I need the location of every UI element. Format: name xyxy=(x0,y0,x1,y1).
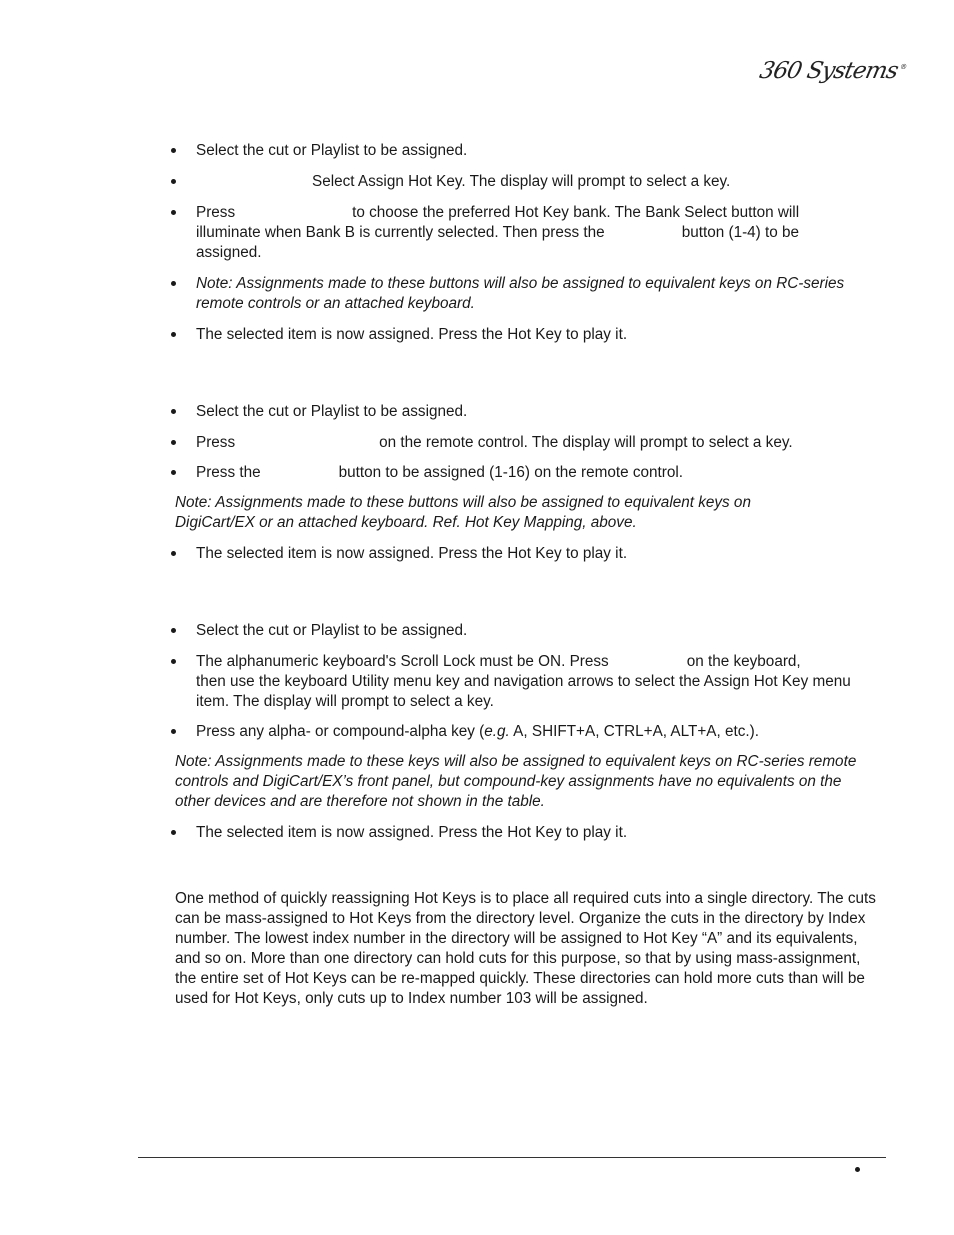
s1-step-select: Select the cut or Playlist to be assigned. xyxy=(196,142,468,159)
s2-press-text: on the remote control. The display will prompt to select a key. xyxy=(379,434,793,451)
bullet xyxy=(171,179,176,184)
bullet xyxy=(171,830,176,835)
bullet xyxy=(171,281,176,286)
s1-step-assign-text: Select Assign Hot Key. The display will prompt to select a key. xyxy=(312,173,731,190)
s3-key-eg: e.g. xyxy=(484,723,510,740)
footer-divider xyxy=(138,1157,886,1158)
footer-bullet xyxy=(855,1167,860,1172)
s3-scroll-text: The alphanumeric keyboard's Scroll Lock must be ON. Press xyxy=(196,653,609,670)
s2-press: Press xyxy=(196,434,236,451)
s1-bank-text: to choose the preferred Hot Key bank. The Bank Select button will xyxy=(352,204,800,221)
company-logo xyxy=(757,58,908,84)
s3-step-scroll xyxy=(196,652,876,712)
logo-registered-mark: ® xyxy=(899,63,907,72)
s3-note: Note: Assignments made to these keys will also be assigned to equivalent keys on RC-series remote controls and DigiCart/EX’s front panel, but compound-key assignments have no equivalents on the other devices and are therefore not shown in the table. xyxy=(175,753,857,810)
s1-press: Press xyxy=(196,204,236,221)
bullet xyxy=(171,628,176,633)
s3-step-select: Select the cut or Playlist to be assigned. xyxy=(196,622,468,639)
s1-step-bank xyxy=(196,203,876,263)
s2-step-press xyxy=(196,433,876,453)
bullet xyxy=(171,659,176,664)
reassign-paragraph: One method of quickly reassigning Hot Keys is to place all required cuts into a single directory. The cuts can be mass-assigned to Hot Keys from the directory level. Organize the cuts in the directory by Index number. The lowest index number in the directory will be assigned to Hot Key “A” and its equivalents, and so on. More than one directory can hold cuts for this purpose, so that by using mass-assignment, the entire set of Hot Keys can be re-mapped quickly. These directories can hold more cuts than will be used for Hot Keys, only cuts up to Index number 103 will be assigned. xyxy=(175,890,876,1007)
bullet xyxy=(171,148,176,153)
s1-assigned-text: assigned. xyxy=(196,244,262,261)
s2-step-select: Select the cut or Playlist to be assigned. xyxy=(196,403,468,420)
s2-step-done: The selected item is now assigned. Press the Hot Key to play it. xyxy=(196,545,628,562)
bullet xyxy=(171,332,176,337)
s3-key-text-a: Press any alpha- or compound-alpha key ( xyxy=(196,723,485,740)
bullet xyxy=(171,440,176,445)
bullet xyxy=(171,470,176,475)
bullet xyxy=(171,729,176,734)
s3-key-text-b: A, SHIFT+A, CTRL+A, ALT+A, etc.). xyxy=(509,723,759,740)
s3-step-done: The selected item is now assigned. Press the Hot Key to play it. xyxy=(196,824,628,841)
s2-button-text: button to be assigned (1-16) on the remote control. xyxy=(338,464,684,481)
s1-step-done: The selected item is now assigned. Press the Hot Key to play it. xyxy=(196,326,628,343)
bullet xyxy=(171,409,176,414)
s3-utility-text: then use the keyboard Utility menu key and navigation arrows to select the Assign Hot Key menu item. The display will prompt to select a key. xyxy=(196,673,851,710)
s1-button-text: button (1-4) to be xyxy=(681,224,800,241)
s1-illuminate-text: illuminate when Bank B is currently selected. Then press the xyxy=(196,224,605,241)
s3-step-key xyxy=(196,722,876,742)
s2-press-the: Press the xyxy=(196,464,261,481)
bullet xyxy=(171,210,176,215)
bullet xyxy=(171,551,176,556)
s2-step-button xyxy=(196,463,876,483)
s1-note: Note: Assignments made to these buttons will also be assigned to equivalent keys on RC-series remote controls or an attached keyboard. xyxy=(196,275,845,312)
logo-text: 360 Systems xyxy=(757,58,900,84)
s1-step-assign xyxy=(196,172,876,192)
s2-note: Note: Assignments made to these buttons will also be assigned to equivalent keys on DigiCart/EX or an attached keyboard. Ref. Hot Key Mapping, above. xyxy=(175,494,751,531)
s3-on-keyboard: on the keyboard, xyxy=(686,653,801,670)
